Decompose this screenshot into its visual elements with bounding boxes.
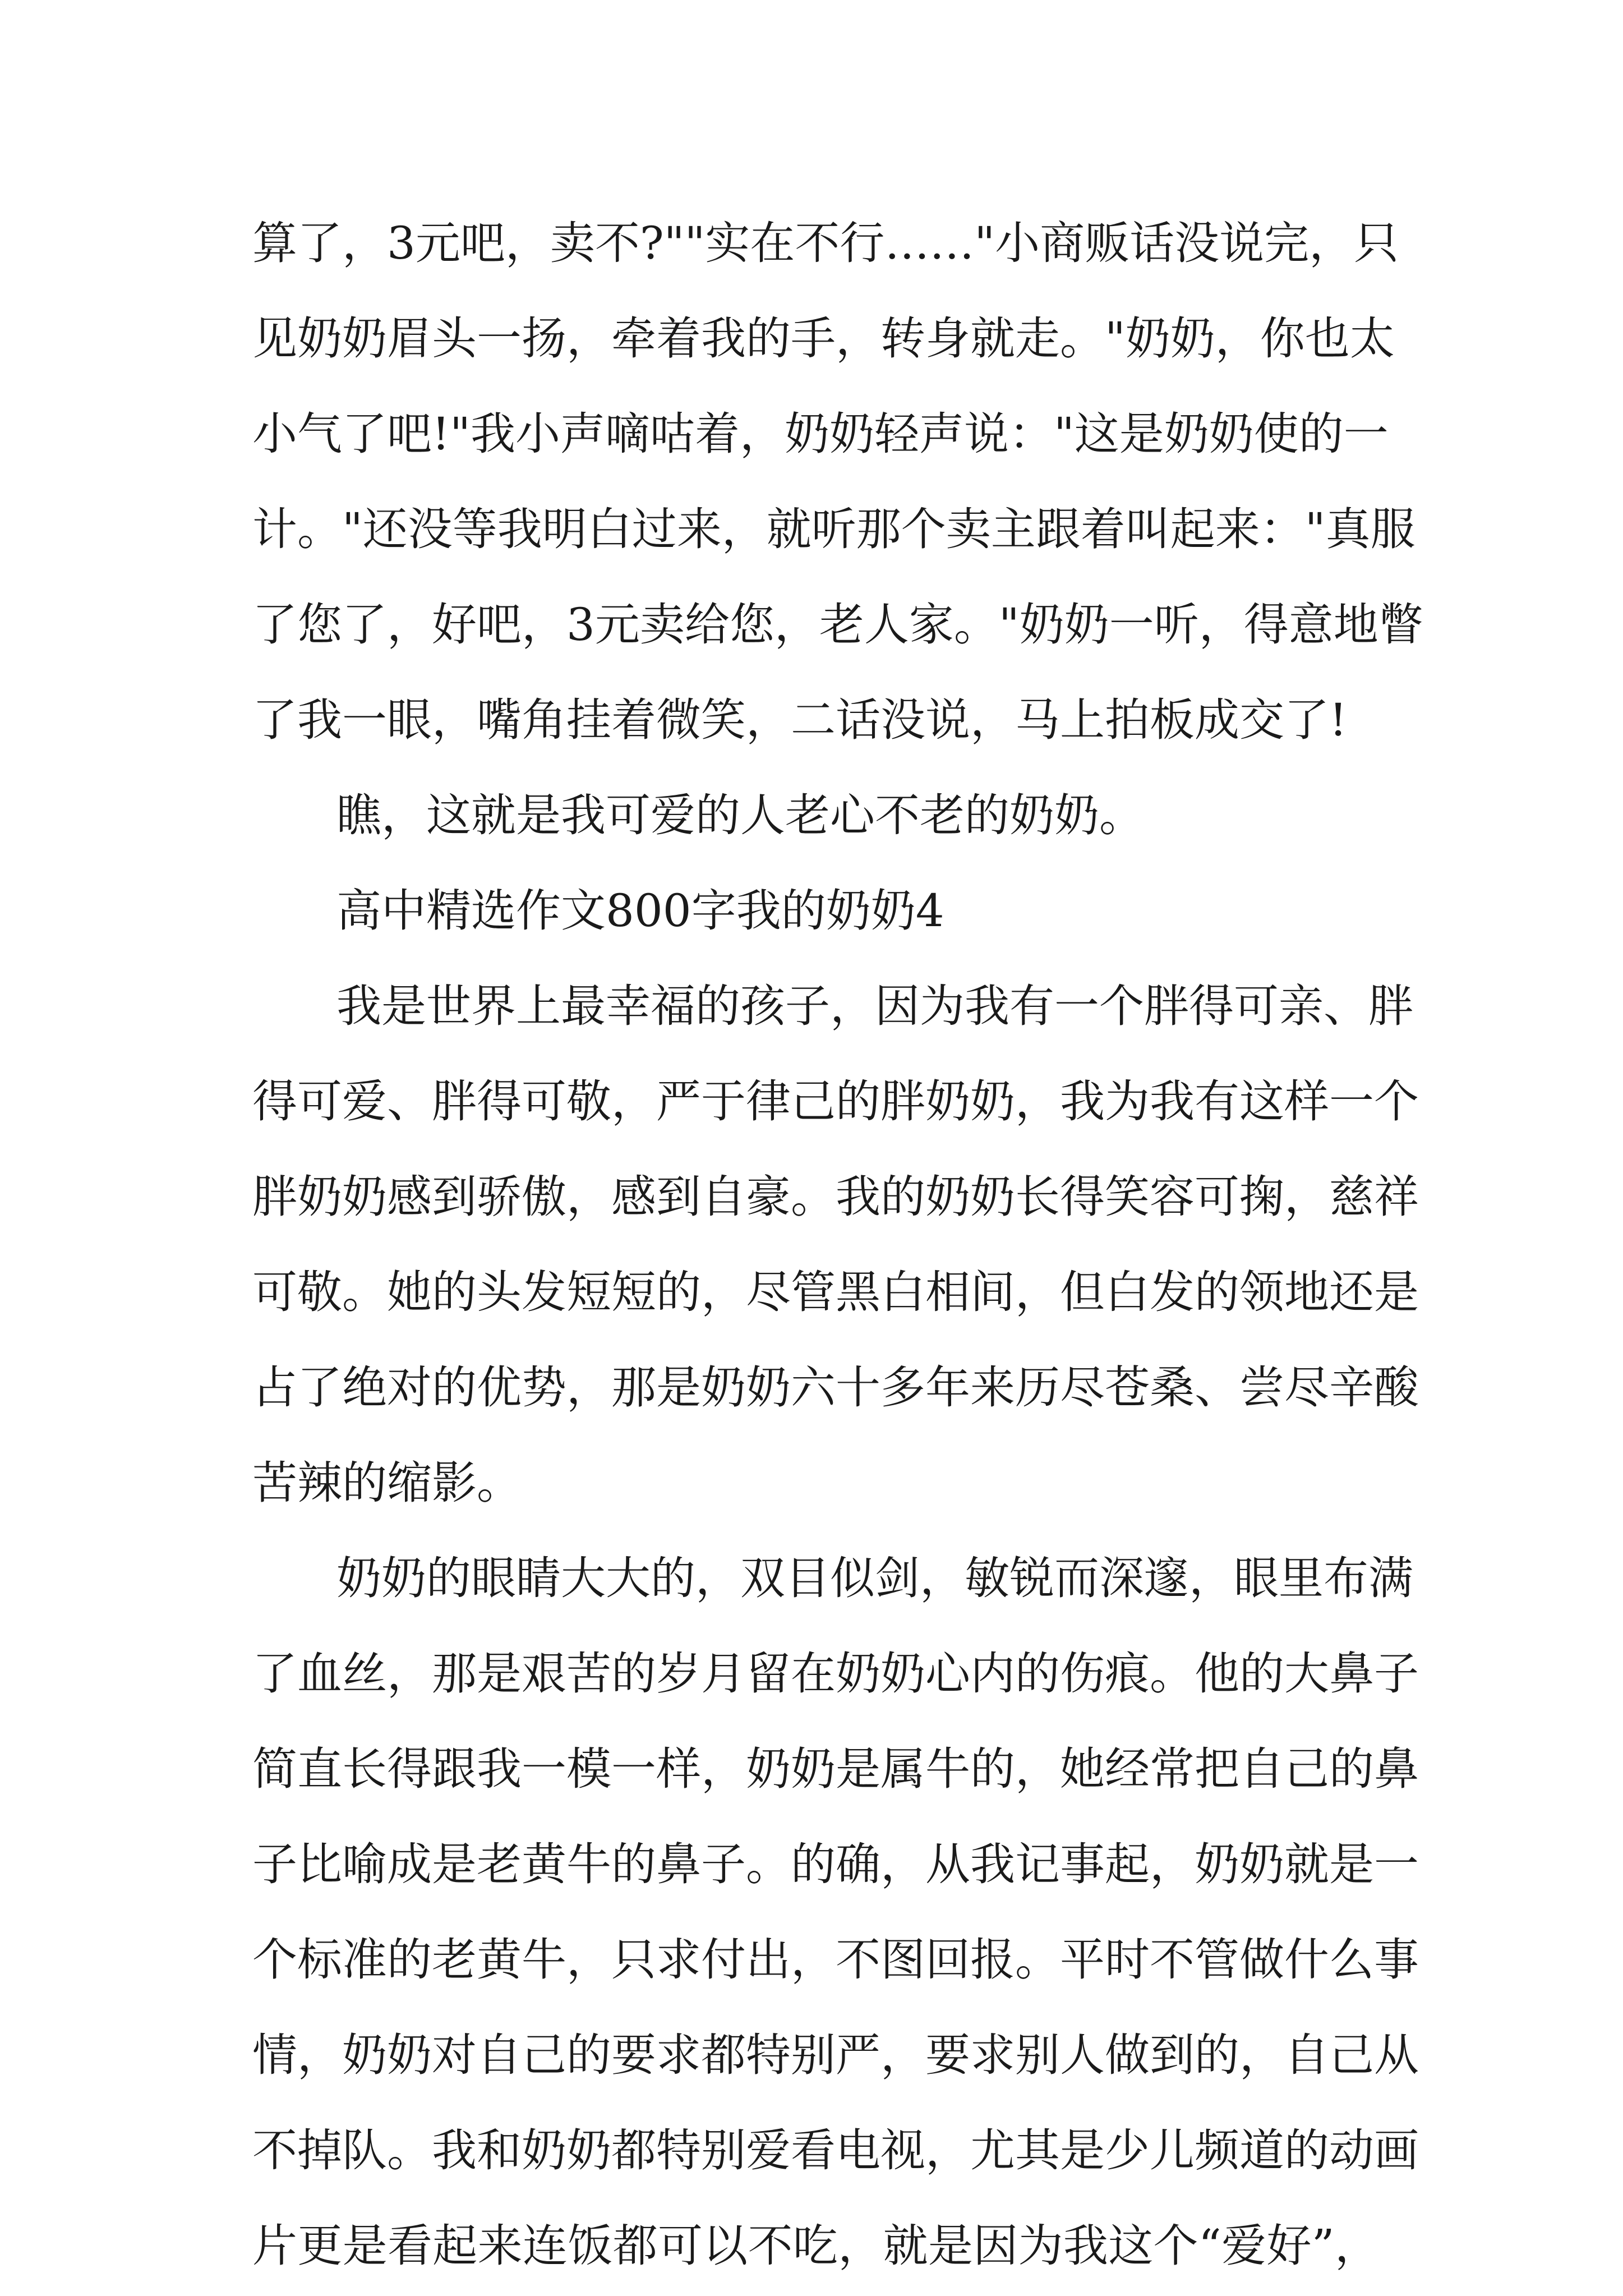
text-line: 算了，3元吧，卖不?""实在不行……"小商贩话没说完，只	[252, 217, 1399, 269]
text-line: 计。"还没等我明白过来，就听那个卖主跟着叫起来："真服	[252, 503, 1415, 555]
text-line: 见奶奶眉头一扬，牵着我的手，转身就走。"奶奶，你也太	[252, 312, 1395, 365]
text-line: 胖奶奶感到骄傲，感到自豪。我的奶奶长得笑容可掬，慈祥	[252, 1171, 1419, 1223]
text-line: 不掉队。我和奶奶都特别爱看电视，尤其是少儿频道的动画	[252, 2124, 1419, 2177]
text-line: 得可爱、胖得可敬，严于律己的胖奶奶，我为我有这样一个	[252, 1075, 1419, 1128]
text-line: 个标准的老黄牛，只求付出，不图回报。平时不管做什么事	[252, 1934, 1419, 1986]
text-line: 小气了吧!"我小声嘀咕着，奶奶轻声说："这是奶奶使的一	[252, 408, 1389, 460]
text-line: 了您了，好吧，3元卖给您，老人家。"奶奶一听，得意地瞥	[252, 599, 1423, 651]
text-line: 我是世界上最幸福的孩子，因为我有一个胖得可亲、胖	[336, 980, 1413, 1032]
text-line: 子比喻成是老黄牛的鼻子。的确，从我记事起，奶奶就是一	[252, 1838, 1419, 1890]
text-line: 了血丝，那是艰苦的岁月留在奶奶心内的伤痕。他的大鼻子	[252, 1648, 1419, 1700]
section-heading: 高中精选作文800字我的奶奶4	[336, 885, 944, 937]
text-line: 可敬。她的头发短短的，尽管黑白相间，但白发的领地还是	[252, 1266, 1419, 1318]
text-line: 奶奶的眼睛大大的，双目似剑，敏锐而深邃，眼里布满	[336, 1552, 1413, 1604]
text-line: 简直长得跟我一模一样，奶奶是属牛的，她经常把自己的鼻	[252, 1743, 1419, 1795]
text-line: 片更是看起来连饭都可以不吃，就是因为我这个“爱好”，	[252, 2220, 1380, 2272]
text-line: 占了绝对的优势，那是奶奶六十多年来历尽苍桑、尝尽辛酸	[252, 1361, 1419, 1414]
text-line: 情，奶奶对自己的要求都特别严，要求别人做到的，自己从	[252, 2029, 1419, 2081]
text-line: 瞧，这就是我可爱的人老心不老的奶奶。	[336, 789, 1144, 841]
text-line: 了我一眼，嘴角挂着微笑，二话没说，马上拍板成交了!	[252, 694, 1348, 746]
text-line: 苦辣的缩影。	[252, 1457, 522, 1509]
